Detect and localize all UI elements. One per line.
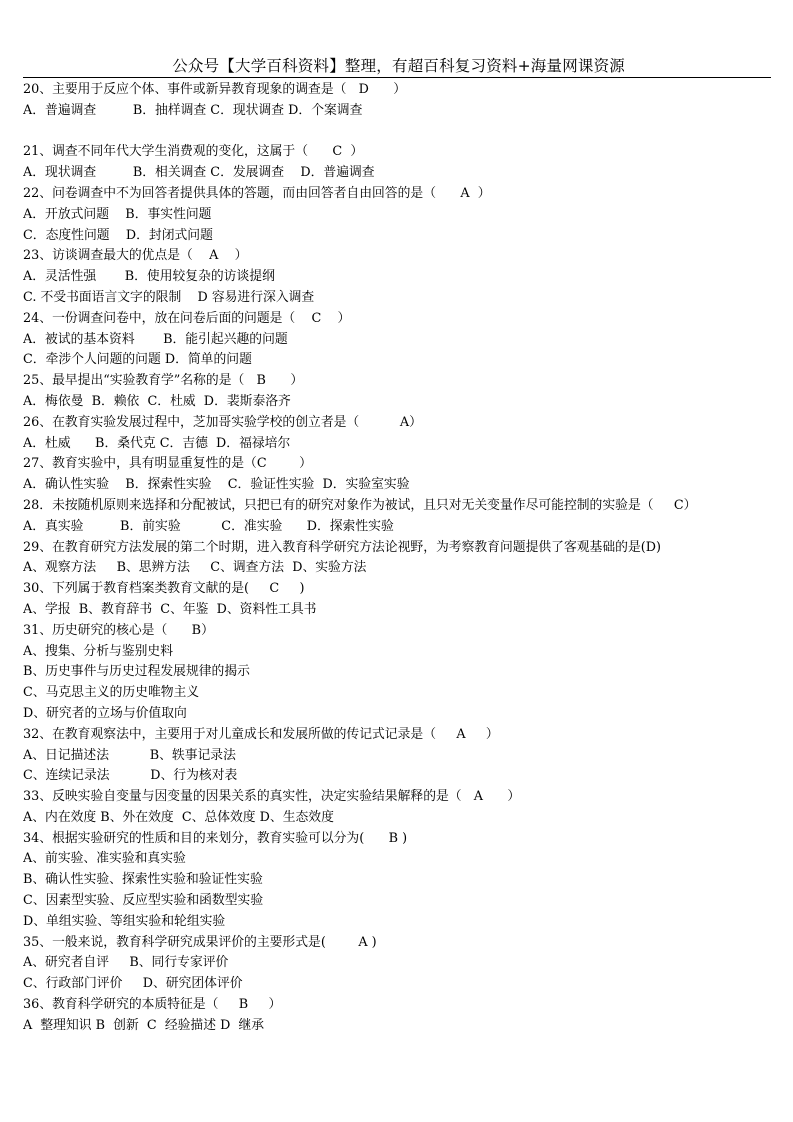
option-line: A、学报 B、教育辞书 C、年鉴 D、资料性工具书 [23, 601, 317, 617]
option-line: C、行政部门评价 D、研究团体评价 [23, 976, 243, 992]
option-line: A、观察方法 B、思辨方法 C、调查方法 D、实验方法 [23, 560, 367, 576]
question-line: 34、根据实验研究的性质和目的来划分，教育实验可以分为( B ) [23, 830, 408, 846]
option-line: A．梅依曼 B．赖依 C．杜威 D．裴斯泰洛齐 [23, 393, 291, 409]
header-text: 公众号【大学百科资料】整理，有超百科复习资料+海量网课资源 [172, 57, 625, 75]
option-line: D、单组实验、等组实验和轮组实验 [23, 913, 226, 929]
option-line: C、马克思主义的历史唯物主义 [23, 685, 200, 701]
option-line: C．态度性问题 D．封闭式问题 [23, 227, 213, 243]
question-line: 28．未按随机原则来选择和分配被试，只把已有的研究对象作为被试，且只对无关变量作尽可能控制的实验是（ C） [23, 497, 697, 513]
page-header [23, 56, 771, 78]
question-line: 26、在教育实验发展过程中，芝加哥实验学校的创立者是（ A） [23, 414, 422, 430]
option-line: A 整理知识 B 创新 C 经验描述 D 继承 [23, 1017, 265, 1033]
option-line: A．普遍调查 B．抽样调查 C．现状调查 D．个案调查 [23, 102, 363, 118]
question-line: 27、教育实验中，具有明显重复性的是（C ） [23, 456, 312, 472]
option-line: A、内在效度 B、外在效度 C、总体效度 D、生态效度 [23, 809, 334, 825]
question-line: 35、一般来说，教育科学研究成果评价的主要形式是( A ) [23, 934, 377, 950]
question-line: 24、一份调查问卷中，放在问卷后面的问题是（ C ） [23, 310, 351, 326]
option-line: B、历史事件与历史过程发展规律的揭示 [23, 664, 250, 680]
option-line: A．开放式问题 B．事实性问题 [23, 206, 212, 222]
document-body [23, 80, 771, 1037]
option-line: A、搜集、分析与鉴别史料 [23, 643, 174, 659]
question-line: 22、问卷调查中不为回答者提供具体的答题，而由回答者自由回答的是（ A ） [23, 185, 491, 201]
question-line: 25、最早提出“实验教育学”名称的是（ B ） [23, 373, 304, 389]
option-line: A．确认性实验 B．探索性实验 C．验证性实验 D．实验室实验 [23, 477, 410, 493]
option-line: C．牵涉个人问题的问题 D．简单的问题 [23, 352, 252, 368]
option-line: A、研究者自评 B、同行专家评价 [23, 955, 229, 971]
option-line: A、日记描述法 B、轶事记录法 [23, 747, 236, 763]
option-line: A．现状调查 B．相关调查 C．发展调查 D．普遍调查 [23, 165, 375, 181]
option-line: C、因素型实验、反应型实验和函数型实验 [23, 893, 264, 909]
question-line: 31、历史研究的核心是（ B） [23, 622, 214, 638]
question-line: 20、主要用于反应个体、事件或新异教育现象的调查是（ D ） [23, 82, 407, 97]
question-line: 30、下列属于教育档案类教育文献的是( C ) [23, 581, 305, 597]
question-line: 33、反映实验自变量与因变量的因果关系的真实性，决定实验结果解释的是（ A ） [23, 789, 521, 805]
option-line: B、确认性实验、探索性实验和验证性实验 [23, 872, 263, 888]
option-line: A．灵活性强 B．使用较复杂的访谈提纲 [23, 269, 275, 285]
question-line: 21、调查不同年代大学生消费观的变化，这属于（ C ） [23, 144, 364, 160]
option-line: A、前实验、准实验和真实验 [23, 851, 186, 867]
question-line: 36、教育科学研究的本质特征是（ B ） [23, 997, 282, 1013]
option-line: C、连续记录法 D、行为核对表 [23, 768, 238, 784]
blank-line [23, 122, 771, 143]
option-line: D、研究者的立场与价值取向 [23, 705, 187, 721]
question-line: 23、访谈调查最大的优点是（ A ） [23, 248, 248, 264]
option-line: C. 不受书面语言文字的限制 D 容易进行深入调查 [23, 289, 315, 305]
option-line: A．真实验 B．前实验 C．准实验 D．探索性实验 [23, 518, 394, 534]
question-line: 29、在教育研究方法发展的第二个时期，进入教育科学研究方法论视野，为考察教育问题提供了客观基础的是(D) [23, 539, 661, 555]
question-line: 32、在教育观察法中，主要用于对儿童成长和发展所做的传记式记录是（ A ） [23, 726, 499, 742]
option-line: A．杜威 B．桑代克 C．吉德 D．福禄培尔 [23, 435, 291, 451]
option-line: A．被试的基本资料 B．能引起兴趣的问题 [23, 331, 288, 347]
